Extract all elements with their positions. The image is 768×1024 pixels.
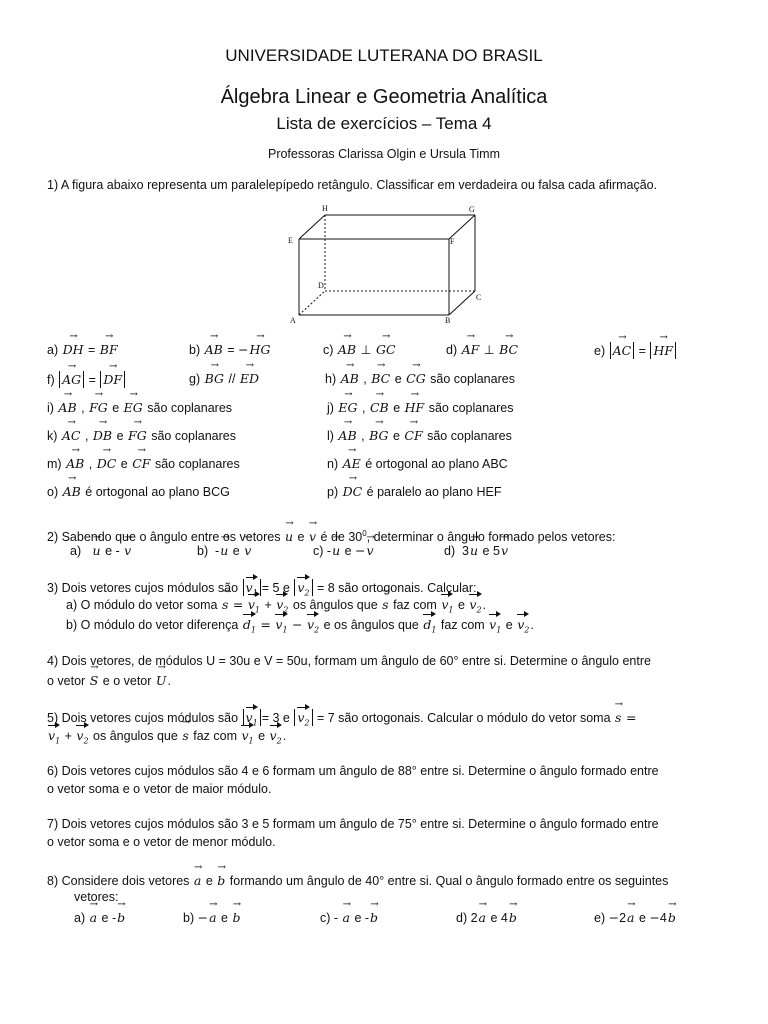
university-name: UNIVERSIDADE LUTERANA DO BRASIL (225, 46, 543, 65)
q8-item-a: a) → a e -→ b (74, 910, 126, 926)
parallelepiped-figure (282, 205, 502, 325)
list-title: Lista de exercícios – Tema 4 (276, 114, 492, 133)
vertex-G: G (469, 205, 475, 214)
vertex-B: B (445, 316, 451, 325)
q7-line-1: 7) Dois vetores cujos módulos são 3 e 5 formam um ângulo de 75° entre si. Determine o ângulo formado entre (47, 817, 659, 831)
q3-statement: 3) Dois vetores cujos módulos são $v_1 = 5$ e $v_2 = 8$ são ortogonais. Calcular: (47, 579, 476, 602)
q1-item-l: l) → AB , → BG e → CF são coplanares (327, 428, 512, 444)
q5-line-2: $v_1 + v_2$ os ângulos que → s faz com $v_1$ e $v_2$. (47, 728, 286, 750)
q1-item-o: o) → AB é ortogonal ao plano BCG (47, 484, 230, 500)
q1-item-b: b) → AB = −→ HG (189, 342, 271, 358)
q4-line-1: 4) Dois vetores, de módulos U = 30u e V = 50u, formam um ângulo de 60° entre si. Determine o ângulo entre (47, 654, 651, 668)
q6-line-1: 6) Dois vetores cujos módulos são 4 e 6 formam um ângulo de 88° entre si. Determine o ângulo formado entre (47, 764, 659, 778)
vertex-H: H (322, 205, 328, 213)
q2-item-a: a) → u e - → v (70, 543, 132, 559)
q1-item-m: m) → AB , → DC e → CF são coplanares (47, 456, 240, 472)
vertex-F: F (450, 237, 455, 246)
q8-item-d: d) 2→ a e 4→ b (456, 910, 518, 926)
course-title: Álgebra Linear e Geometria Analítica (220, 86, 548, 108)
q1-item-f: f) → AG = → DF (47, 371, 126, 388)
vertex-C: C (476, 293, 482, 302)
vertex-A: A (290, 316, 296, 325)
q8-line-2: vetores: (74, 890, 119, 904)
q1-item-j: j) → EG , → CB e → HF são coplanares (327, 400, 513, 416)
q8-line-1: 8) Considere dois vetores → a e → b formando um ângulo de 40° entre si. Qual o ângulo formado entre os seguintes (47, 873, 668, 889)
q1-item-p: p) → DC é paralelo ao plano HEF (327, 484, 501, 500)
q8-item-e: e) −2→ a e −4→ b (594, 910, 677, 926)
q2-item-d: d) 3→ u e 5→ v (444, 543, 509, 559)
q1-item-a: a) → DH = → BF (47, 342, 119, 358)
edge-FG (449, 215, 475, 239)
edge-EH (299, 215, 325, 239)
q3-item-a: a) O módulo do vetor soma → $s = v_1 + v_2$ os ângulos que → s faz com $v_1$ e $v_2$. (66, 597, 486, 619)
q1-statement: 1) A figura abaixo representa um paralelepípedo retângulo. Classificar em verdadeira ou falsa cada afirmação. (47, 178, 658, 192)
q4-line-2: o vetor → S e o vetor → U. (47, 673, 171, 689)
q8-item-c: c) - → a e -→ b (320, 910, 379, 926)
q1-item-n: n) → AE é ortogonal ao plano ABC (327, 456, 508, 472)
q1-item-k: k) → AC , → DB e → FG são coplanares (47, 428, 236, 444)
q1-item-g: g) → BG // → ED (189, 371, 260, 387)
q2-item-c: c) -→ u e −→ v (313, 543, 375, 559)
q6-line-2: o vetor soma e o vetor de maior módulo. (47, 782, 272, 796)
vertex-E: E (288, 236, 293, 245)
q1-item-c: c) → AB ⊥ → GC (323, 342, 397, 358)
q8-item-b: b) −→ a e → b (183, 910, 241, 926)
edge-BC (449, 291, 475, 315)
professors-line: Professoras Clarissa Olgin e Ursula Timm (267, 147, 500, 161)
q3-item-b: b) O módulo do vetor diferença $d_1 = v_1 - v_2$ e os ângulos que $d_1$ faz com $v_1$ e $v_2$. (66, 617, 534, 639)
edge-AD (299, 291, 325, 315)
q1-item-i: i) → AB , → FG e → EG são coplanares (47, 400, 232, 416)
q1-item-e: e) → AC = → HF (594, 342, 677, 359)
q1-item-d: d) → AF ⊥ → BC (446, 342, 519, 358)
q5-line-1: 5) Dois vetores cujos módulos são $v_1 = 3$ e $v_2 = 7$ são ortogonais. Calcular o módulo do vetor soma → s = (47, 709, 636, 732)
q2-statement: 2) Sabendo que o ângulo entre os vetores → u e → v é de $30^0$, determinar o ângulo formado pelos vetores: (47, 526, 615, 545)
q7-line-2: o vetor soma e o vetor de menor módulo. (47, 835, 276, 849)
vertex-D: D (318, 281, 324, 290)
q2-item-b: b) -→ u e → v (197, 543, 252, 559)
q1-item-h: h) → AB , → BC e → CG são coplanares (325, 371, 515, 387)
